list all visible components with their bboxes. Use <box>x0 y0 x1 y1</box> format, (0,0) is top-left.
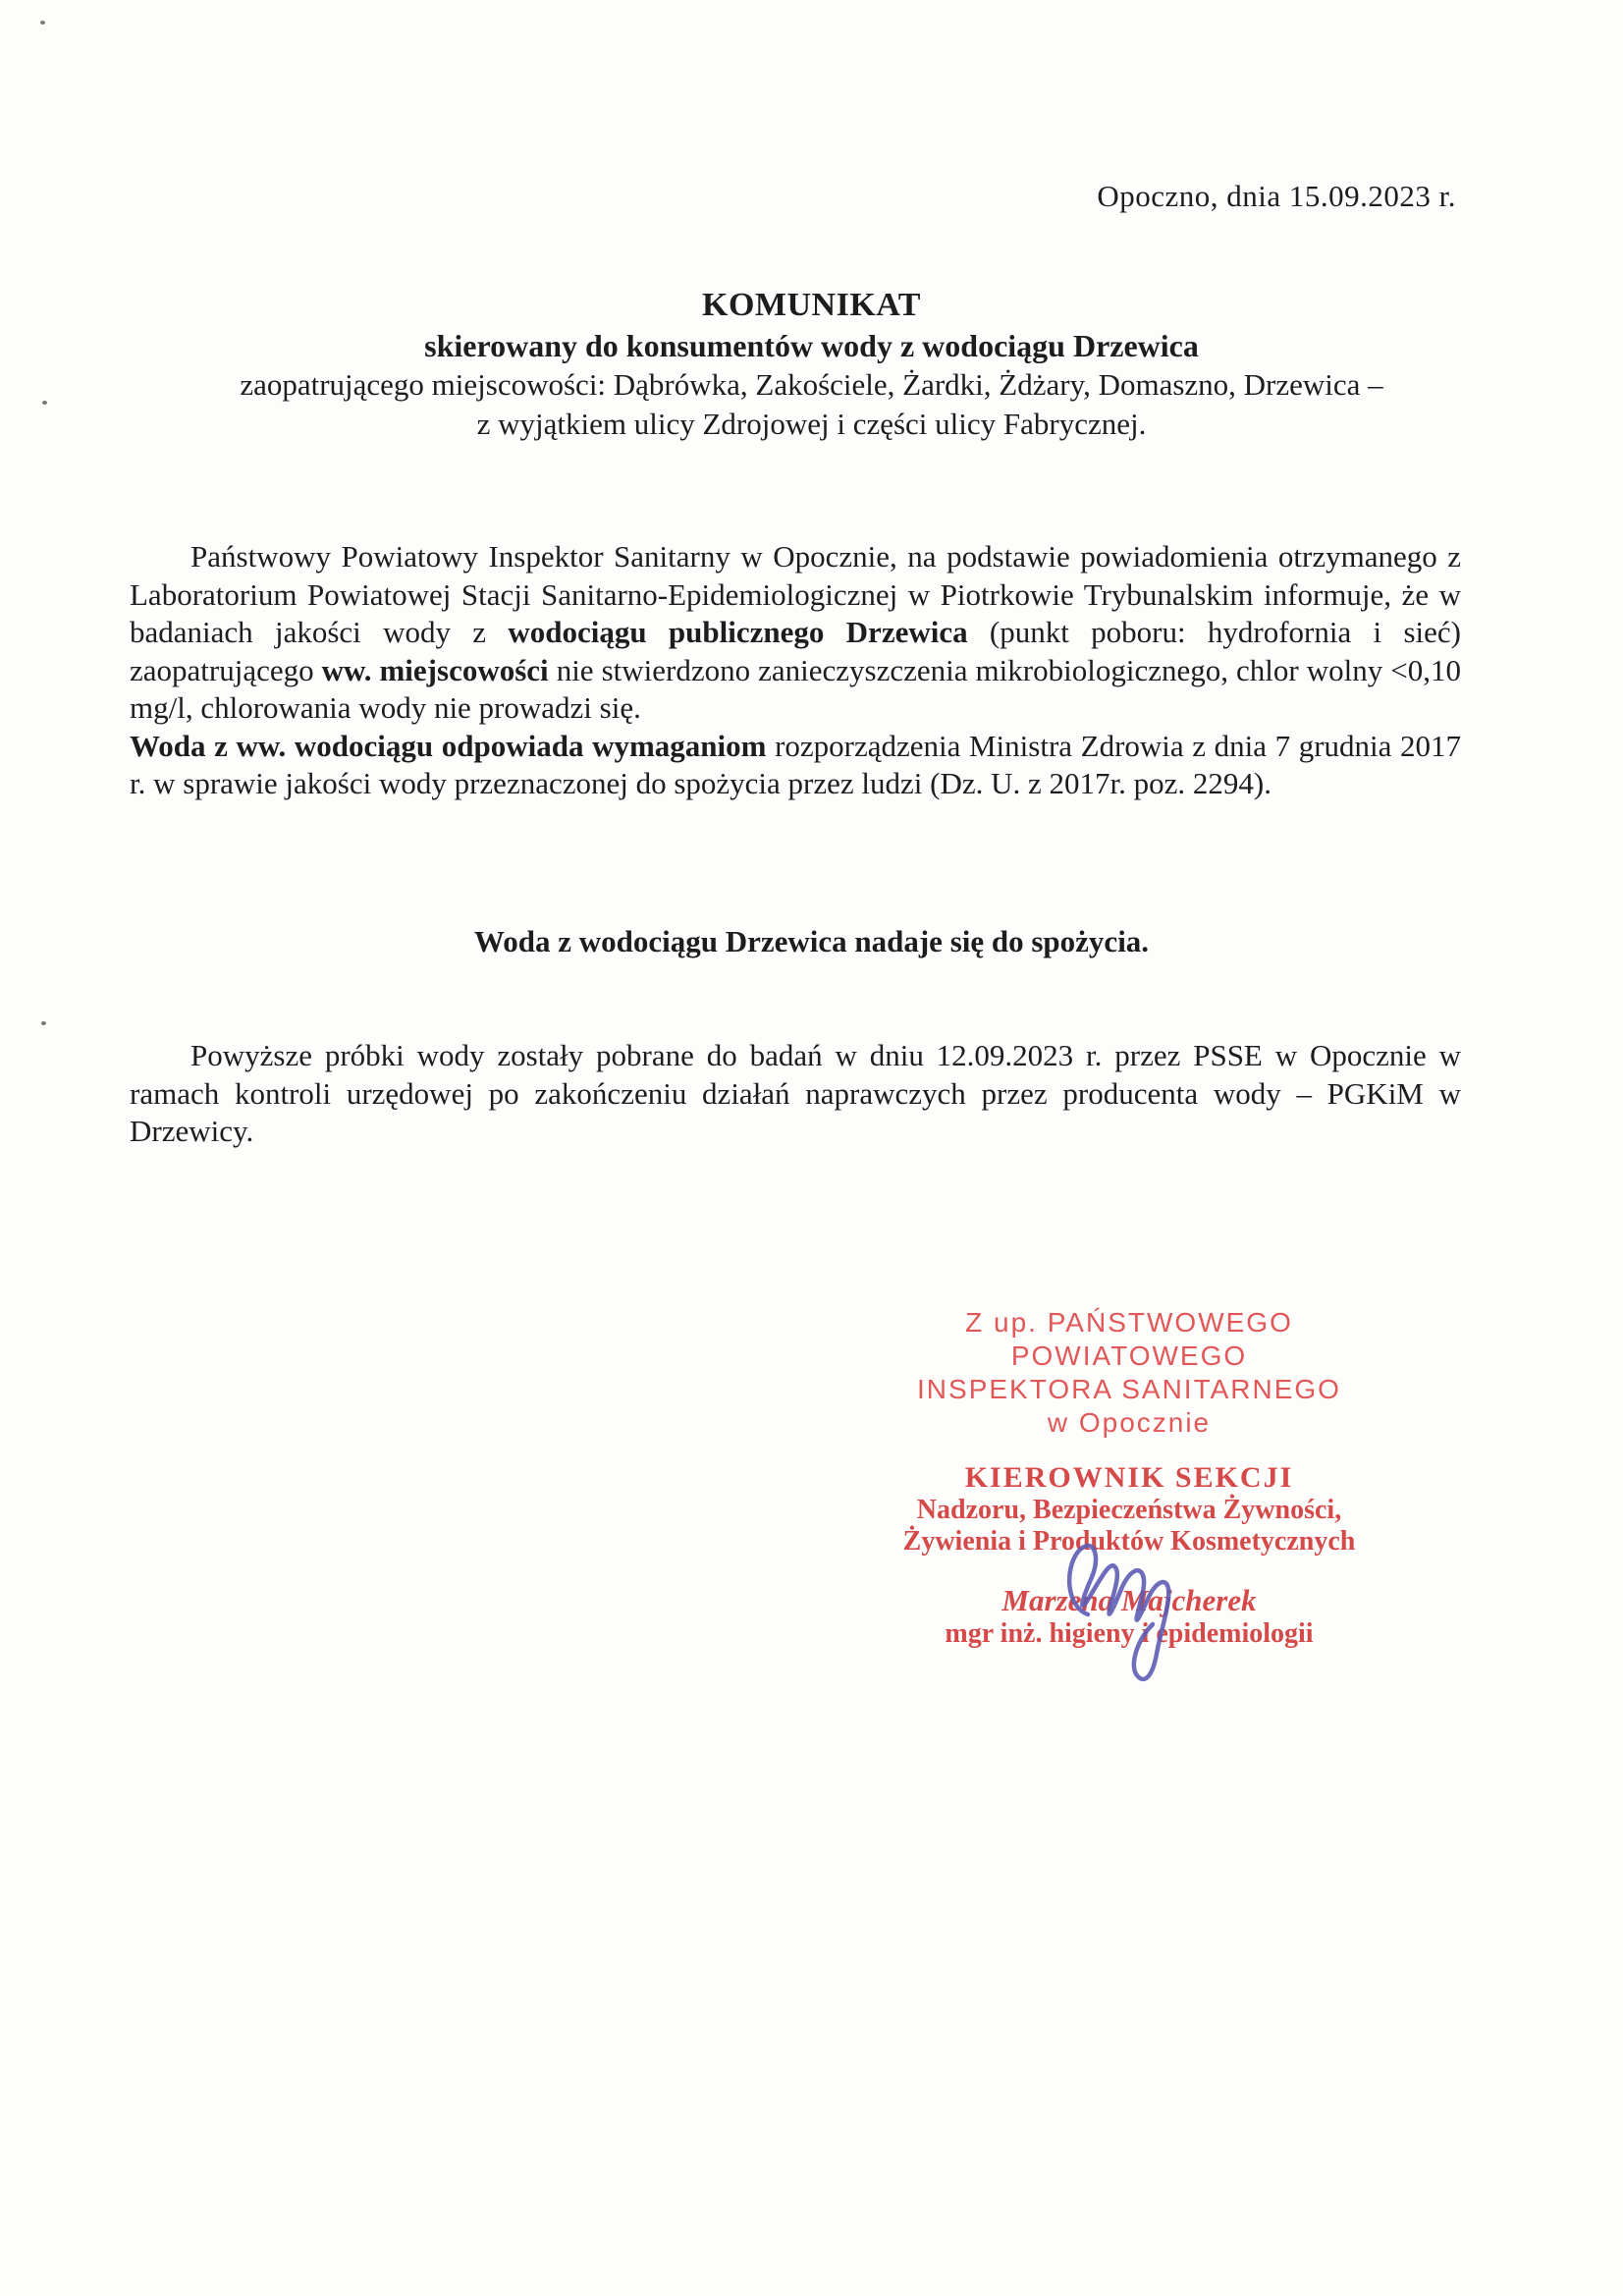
paragraph1-text: (punkt poboru: hydrofornia i sieć) zaopatrującego <box>130 615 1461 687</box>
signer-credentials: mgr inż. higieny i epidemiologii <box>945 1618 1314 1649</box>
stamp-authority-line: Z up. PAŃSTWOWEGO <box>965 1307 1293 1338</box>
scan-speck <box>40 21 45 25</box>
header-exception-line: z wyjątkiem ulicy Zdrojowej i części ulicy Fabrycznej. <box>476 407 1147 441</box>
stamp-authority-line: POWIATOWEGO <box>1010 1340 1248 1371</box>
body-text <box>130 538 1461 803</box>
stamp-role-line: Nadzoru, Bezpieczeństwa Żywności, <box>916 1495 1342 1525</box>
signer-name: Marzena Majcherek <box>1001 1583 1257 1617</box>
official-stamp <box>805 1306 1453 1650</box>
paragraph1-bold-localities: ww. miejscowości <box>321 652 549 687</box>
paragraph2-text: rozporządzenia Ministra Zdrowia z dnia 7 grudnia 2017 r. w sprawie jakości wody przeznaczonej do spożycia przez ludzi (Dz. U. z 2017r. poz. 2294). <box>130 728 1461 800</box>
stamp-role-block <box>805 1461 1453 1558</box>
paragraph-sampling-info: Powyższe próbki wody zostały pobrane do badań w dniu 12.09.2023 r. przez PSSE w Opocznie w ramach kontroli urzędowej po zakończeniu działań naprawczych przez producenta wody – PGKiM w Drzewicy. <box>130 1038 1461 1148</box>
scan-speck <box>41 1021 46 1025</box>
document-title: KOMUNIKAT <box>702 287 921 323</box>
paragraph1-text: nie stwierdzono zanieczyszczenia mikrobiologicznego, chlor wolny <0,10 mg/l, chlorowania wody nie prowadzi się. <box>130 652 1461 725</box>
stamp-authority-block <box>805 1306 1453 1440</box>
paragraph-regulation <box>130 728 1461 803</box>
paragraph2-bold-compliance: Woda z ww. wodociągu odpowiada wymaganiom <box>130 728 767 763</box>
potability-statement: Woda z wodociągu Drzewica nadaje się do spożycia. <box>473 924 1150 958</box>
document-subtitle: skierowany do konsumentów wody z wodociągu Drzewica <box>424 328 1199 363</box>
document-header <box>0 285 1623 444</box>
dateline: Opoczno, dnia 15.09.2023 r. <box>1097 179 1456 213</box>
stamp-role-line: KIEROWNIK SEKCJI <box>964 1461 1294 1494</box>
paragraph1-bold-waterworks: wodociągu publicznego Drzewica <box>508 615 968 649</box>
paragraph1-text: Państwowy Powiatowy Inspektor Sanitarny w Opocznie, na podstawie powiadomienia otrzymanego z Laboratorium Powiatowej Stacji Sanitarno-Epidemiologicznej w Piotrkowie Trybunalskim informuje, że w badaniach jakości wody z <box>130 539 1461 649</box>
stamp-authority-line: INSPEKTORA SANITARNEGO <box>917 1374 1341 1404</box>
stamp-role-line: Żywienia i Produktów Kosmetycznych <box>902 1526 1356 1557</box>
header-supply-line: zaopatrującego miejscowości: Dąbrówka, Zakościele, Żardki, Żdżary, Domaszno, Drzewica – <box>240 367 1383 402</box>
paragraph-inspection-results <box>130 538 1461 728</box>
closing-text <box>130 1037 1461 1151</box>
stamp-authority-line: w Opocznie <box>1047 1407 1212 1438</box>
